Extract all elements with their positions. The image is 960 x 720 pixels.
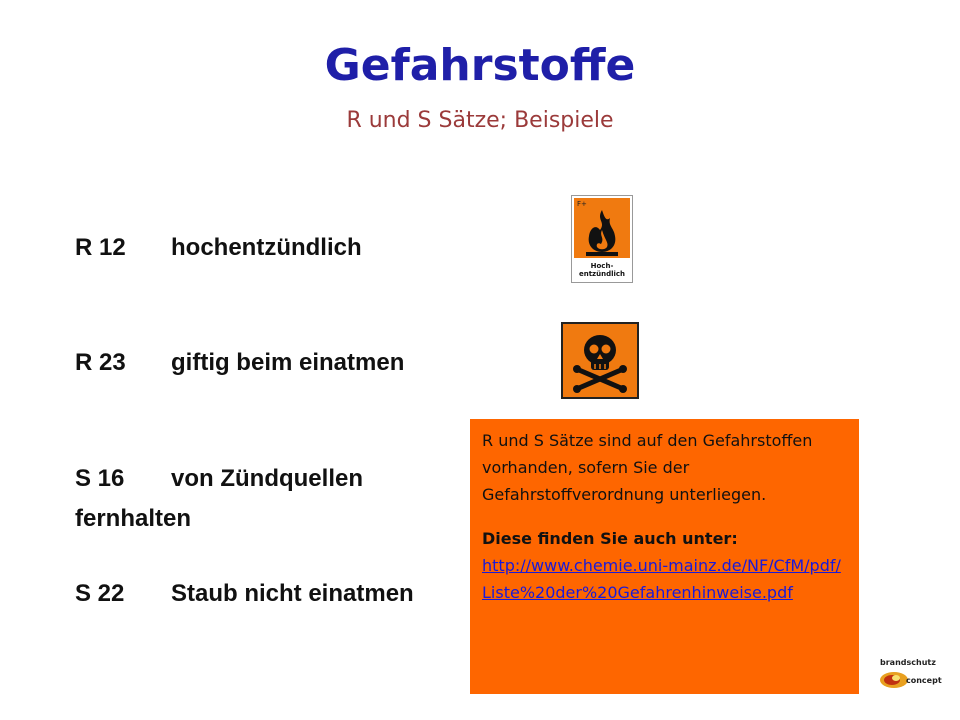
flame-caption-line2: entzündlich	[578, 270, 626, 278]
page-subtitle: R und S Sätze; Beispiele	[346, 108, 614, 133]
phrase-s16	[75, 465, 363, 493]
info-text: R und S Sätze sind auf den Gefahrstoffen vorhanden, sofern Sie der Gefahrstoffverordnung unterliegen.	[482, 431, 813, 504]
phrase-r23	[75, 349, 404, 377]
phrase-code: R 23	[75, 349, 126, 376]
skull-crossbones-icon	[561, 322, 639, 399]
flame-caption-line1: Hoch-	[590, 262, 614, 270]
phrase-code: S 22	[75, 580, 125, 607]
info-lead: Diese finden Sie auch unter:	[482, 529, 738, 548]
brandschutz-logo	[872, 658, 942, 692]
flame-hazard-icon	[571, 195, 633, 283]
phrase-r12	[75, 234, 362, 262]
phrase-text: hochentzündlich	[171, 234, 362, 261]
info-box	[470, 419, 859, 694]
phrase-code: S 16	[75, 465, 125, 492]
logo-line2: concept	[906, 676, 942, 685]
phrase-text: Staub nicht einatmen	[171, 580, 414, 607]
reference-link[interactable]: http://www.chemie.uni-mainz.de/NF/CfM/pdf/Liste%20der%20Gefahrenhinweise.pdf	[482, 556, 841, 602]
phrase-s16-continuation: fernhalten	[75, 505, 192, 532]
page-title: Gefahrstoffe	[324, 40, 636, 91]
logo-line1: brandschutz	[880, 658, 936, 667]
phrase-text: von Zündquellen	[171, 465, 363, 492]
flame-corner-label: F+	[577, 200, 587, 208]
phrase-s22	[75, 580, 414, 608]
phrase-code: R 12	[75, 234, 126, 261]
phrase-text: giftig beim einatmen	[171, 349, 405, 376]
